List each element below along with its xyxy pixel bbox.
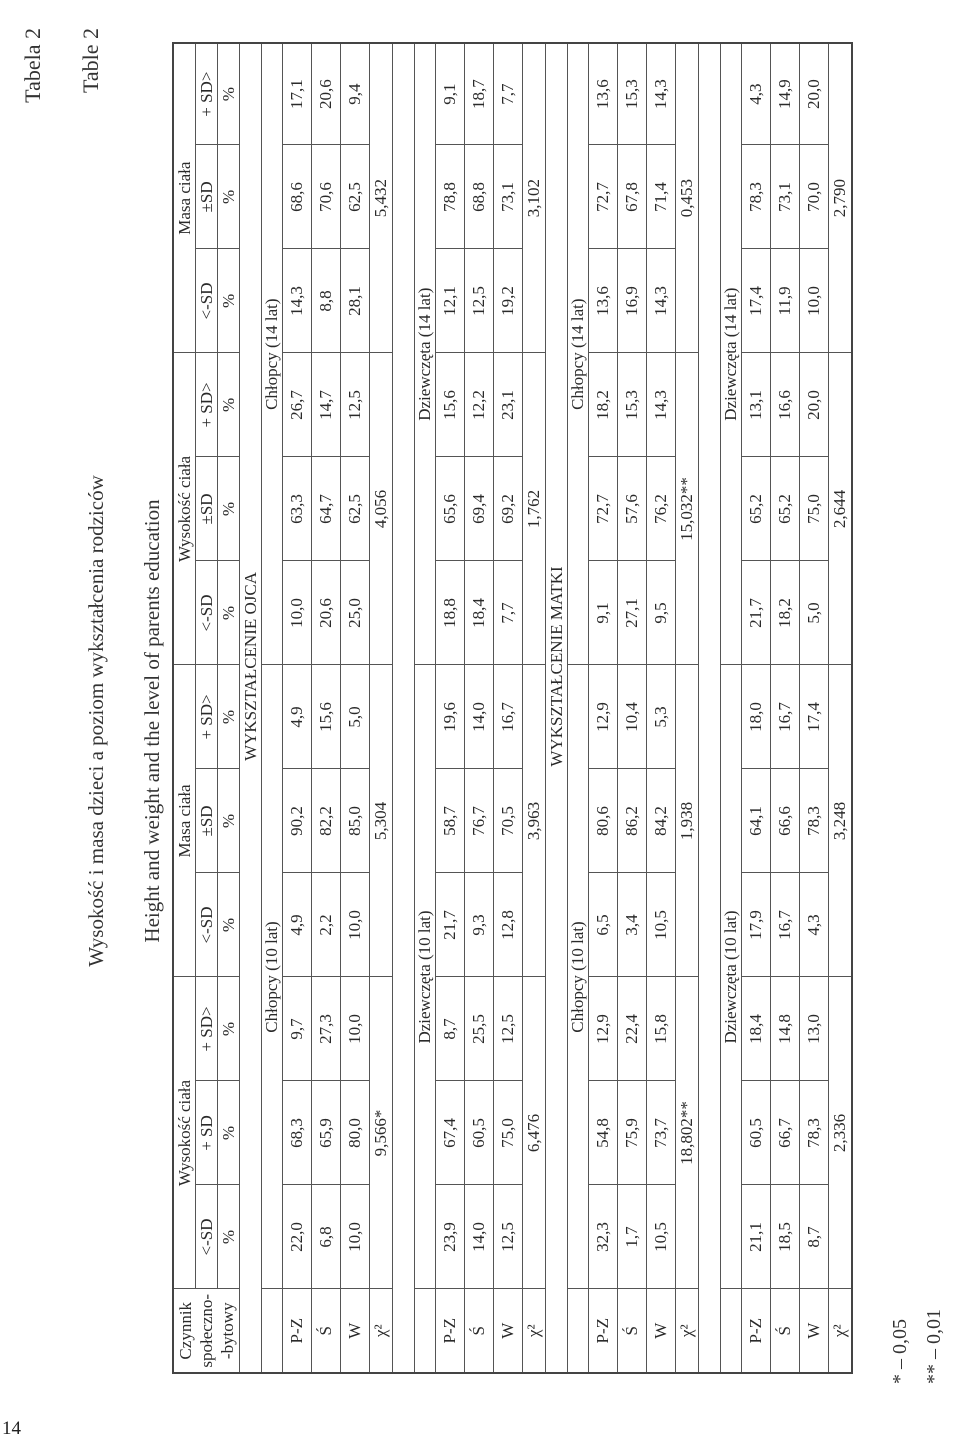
unit-header: % bbox=[218, 769, 240, 873]
factor-header-line2: społeczno- bbox=[197, 1293, 216, 1368]
table-cell: 70,6 bbox=[312, 145, 341, 249]
col-header-gt: + SD> bbox=[196, 43, 218, 145]
unit-header: % bbox=[218, 977, 240, 1081]
group-label-row bbox=[262, 43, 283, 1373]
table-cell: 71,4 bbox=[647, 145, 676, 249]
group-label-left: Chłopcy (10 lat) bbox=[568, 665, 589, 1289]
table-cell: 10,0 bbox=[341, 977, 370, 1081]
table-cell: 65,6 bbox=[436, 457, 465, 561]
table-cell: 12,1 bbox=[436, 249, 465, 353]
chi-square-value: 1,762 bbox=[523, 353, 546, 665]
table-cell: 20,6 bbox=[312, 43, 341, 145]
table-cell: 63,3 bbox=[283, 457, 312, 561]
table-cell: 16,7 bbox=[494, 665, 523, 769]
group-label-row bbox=[721, 43, 742, 1373]
table-cell: 75,0 bbox=[800, 457, 829, 561]
chi-square-value: 3,248 bbox=[829, 665, 853, 977]
row-label: P-Z bbox=[436, 1289, 465, 1373]
group-header-height: Wysokość ciała bbox=[173, 353, 196, 665]
chi-square-value: 2,644 bbox=[829, 353, 853, 665]
table-cell: 14,3 bbox=[647, 353, 676, 457]
table-cell: 86,2 bbox=[618, 769, 647, 873]
table-cell: 17,1 bbox=[283, 43, 312, 145]
table-cell: 68,8 bbox=[465, 145, 494, 249]
table-cell: 73,7 bbox=[647, 1081, 676, 1185]
table-cell: 10,5 bbox=[647, 873, 676, 977]
section-title-row bbox=[546, 43, 568, 1373]
table-body bbox=[240, 43, 853, 1373]
table-cell: 8,8 bbox=[312, 249, 341, 353]
table-cell: 9,7 bbox=[283, 977, 312, 1081]
chi-square-label: χ² bbox=[829, 1289, 853, 1373]
chi-square-value: 5,432 bbox=[370, 43, 393, 353]
table-cell: 12,8 bbox=[494, 873, 523, 977]
table-cell: 62,5 bbox=[341, 457, 370, 561]
table-cell: 17,4 bbox=[742, 249, 771, 353]
table-cell: 13,6 bbox=[589, 43, 618, 145]
table-cell: 12,9 bbox=[589, 665, 618, 769]
table-cell: 78,3 bbox=[742, 145, 771, 249]
chi-square-value: 4,056 bbox=[370, 353, 393, 665]
col-header-gt: + SD> bbox=[196, 977, 218, 1081]
page-number: 14 bbox=[2, 1418, 21, 1439]
section-title-row bbox=[240, 43, 262, 1373]
table-cell: 66,6 bbox=[771, 769, 800, 873]
group-label-left: Dziewczęta (10 lat) bbox=[721, 665, 742, 1289]
table-cell: 90,2 bbox=[283, 769, 312, 873]
table-cell: 64,1 bbox=[742, 769, 771, 873]
table-cell: 12,5 bbox=[494, 977, 523, 1081]
table-cell: 84,2 bbox=[647, 769, 676, 873]
table-cell: 7,7 bbox=[494, 43, 523, 145]
table-cell: 6,5 bbox=[589, 873, 618, 977]
footnote-significance-005: * – 0,05 bbox=[889, 1319, 911, 1384]
chi-square-row bbox=[829, 43, 853, 1373]
table-cell: 18,8 bbox=[436, 561, 465, 665]
table-row bbox=[312, 43, 341, 1373]
table-cell: 75,0 bbox=[494, 1081, 523, 1185]
chi-square-value: 2,790 bbox=[829, 43, 853, 353]
table-cell: 12,9 bbox=[589, 977, 618, 1081]
table-cell: 13,0 bbox=[800, 977, 829, 1081]
table-cell: 80,6 bbox=[589, 769, 618, 873]
table-cell: 60,5 bbox=[742, 1081, 771, 1185]
col-header-pm: + SD bbox=[196, 1081, 218, 1185]
table-row bbox=[436, 43, 465, 1373]
table-cell: 23,1 bbox=[494, 353, 523, 457]
table-cell: 10,0 bbox=[341, 873, 370, 977]
table-cell: 14,9 bbox=[771, 43, 800, 145]
table-cell: 69,2 bbox=[494, 457, 523, 561]
table-cell: 18,7 bbox=[465, 43, 494, 145]
table-row bbox=[618, 43, 647, 1373]
table-cell: 10,0 bbox=[283, 561, 312, 665]
table-cell: 10,0 bbox=[800, 249, 829, 353]
table-cell: 16,7 bbox=[771, 665, 800, 769]
table-cell: 17,9 bbox=[742, 873, 771, 977]
table-cell: 22,4 bbox=[618, 977, 647, 1081]
table-cell: 27,3 bbox=[312, 977, 341, 1081]
blank-cell bbox=[240, 1289, 262, 1373]
table-row bbox=[771, 43, 800, 1373]
table-cell: 20,6 bbox=[312, 561, 341, 665]
footnotes bbox=[883, 1309, 951, 1384]
chi-square-value: 2,336 bbox=[829, 977, 853, 1289]
footnote-significance-001: ** – 0,01 bbox=[923, 1309, 945, 1384]
table-cell: 16,9 bbox=[618, 249, 647, 353]
table-row bbox=[589, 43, 618, 1373]
table-cell: 15,3 bbox=[618, 353, 647, 457]
table-cell: 54,8 bbox=[589, 1081, 618, 1185]
row-label: W bbox=[341, 1289, 370, 1373]
group-header-height: Wysokość ciała bbox=[173, 977, 196, 1289]
table-cell: 66,7 bbox=[771, 1081, 800, 1185]
table-cell: 10,0 bbox=[341, 1185, 370, 1289]
row-label: W bbox=[494, 1289, 523, 1373]
unit-header: % bbox=[218, 249, 240, 353]
col-header-lt: <-SD bbox=[196, 873, 218, 977]
unit-header: % bbox=[218, 561, 240, 665]
table-cell: 1,7 bbox=[618, 1185, 647, 1289]
section-title bbox=[699, 43, 721, 1289]
table-cell: 68,6 bbox=[283, 145, 312, 249]
table-cell: 17,4 bbox=[800, 665, 829, 769]
table-cell: 6,8 bbox=[312, 1185, 341, 1289]
data-table bbox=[172, 42, 853, 1374]
group-label-right: Chłopcy (14 lat) bbox=[568, 43, 589, 665]
unit-header: % bbox=[218, 1185, 240, 1289]
table-cell: 15,3 bbox=[618, 43, 647, 145]
table-cell: 14,0 bbox=[465, 1185, 494, 1289]
row-label: Ś bbox=[618, 1289, 647, 1373]
table-cell: 18,2 bbox=[589, 353, 618, 457]
table-cell: 73,1 bbox=[771, 145, 800, 249]
table-cell: 64,7 bbox=[312, 457, 341, 561]
table-cell: 27,1 bbox=[618, 561, 647, 665]
table-row bbox=[494, 43, 523, 1373]
table-cell: 25,5 bbox=[465, 977, 494, 1081]
chi-square-row bbox=[370, 43, 393, 1373]
table-cell: 12,5 bbox=[341, 353, 370, 457]
chi-square-label: χ² bbox=[370, 1289, 393, 1373]
unit-header: % bbox=[218, 43, 240, 145]
section-title bbox=[393, 43, 415, 1289]
table-cell: 9,1 bbox=[589, 561, 618, 665]
table-cell: 72,7 bbox=[589, 145, 618, 249]
table-cell: 82,2 bbox=[312, 769, 341, 873]
table-cell: 32,3 bbox=[589, 1185, 618, 1289]
table-cell: 21,1 bbox=[742, 1185, 771, 1289]
row-label: W bbox=[647, 1289, 676, 1373]
table-label-pl: Tabela 2 bbox=[20, 28, 45, 103]
table-cell: 76,2 bbox=[647, 457, 676, 561]
group-label-right: Dziewczęta (14 lat) bbox=[721, 43, 742, 665]
table-cell: 65,2 bbox=[771, 457, 800, 561]
table-cell: 60,5 bbox=[465, 1081, 494, 1185]
factor-header-line3: -bytowy bbox=[218, 1302, 237, 1360]
row-label: P-Z bbox=[589, 1289, 618, 1373]
table-cell: 10,5 bbox=[647, 1185, 676, 1289]
table-cell: 14,7 bbox=[312, 353, 341, 457]
table-cell: 9,4 bbox=[341, 43, 370, 145]
table-cell: 4,3 bbox=[800, 873, 829, 977]
table-cell: 73,1 bbox=[494, 145, 523, 249]
table-row bbox=[465, 43, 494, 1373]
table-cell: 65,9 bbox=[312, 1081, 341, 1185]
table-cell: 18,2 bbox=[771, 561, 800, 665]
chi-square-value: 3,963 bbox=[523, 665, 546, 977]
chi-square-label: χ² bbox=[676, 1289, 699, 1373]
blank-cell bbox=[568, 1289, 589, 1373]
chi-square-value: 18,802** bbox=[676, 977, 699, 1289]
table-cell: 5,3 bbox=[647, 665, 676, 769]
table-cell: 23,9 bbox=[436, 1185, 465, 1289]
table-cell: 13,6 bbox=[589, 249, 618, 353]
table-cell: 15,6 bbox=[312, 665, 341, 769]
table-caption-pl: Wysokość i masa dzieci a poziom wykształcenia rodziców bbox=[84, 475, 108, 967]
section-title-row bbox=[393, 43, 415, 1373]
table-cell: 18,0 bbox=[742, 665, 771, 769]
table-cell: 21,7 bbox=[742, 561, 771, 665]
table-cell: 15,6 bbox=[436, 353, 465, 457]
group-header-weight: Masa ciała bbox=[173, 665, 196, 977]
group-label-left: Chłopcy (10 lat) bbox=[262, 665, 283, 1289]
chi-square-value: 3,102 bbox=[523, 43, 546, 353]
table-cell: 16,6 bbox=[771, 353, 800, 457]
chi-square-value: 9,566* bbox=[370, 977, 393, 1289]
unit-header: % bbox=[218, 353, 240, 457]
table-cell: 10,4 bbox=[618, 665, 647, 769]
blank-cell bbox=[546, 1289, 568, 1373]
row-label: Ś bbox=[312, 1289, 341, 1373]
col-header-pm: ±SD bbox=[196, 769, 218, 873]
table-cell: 14,0 bbox=[465, 665, 494, 769]
col-header-lt: <-SD bbox=[196, 249, 218, 353]
unit-header: % bbox=[218, 665, 240, 769]
col-header-gt: + SD> bbox=[196, 353, 218, 457]
table-cell: 8,7 bbox=[436, 977, 465, 1081]
col-header-lt: <-SD bbox=[196, 1185, 218, 1289]
table-cell: 28,1 bbox=[341, 249, 370, 353]
table-cell: 14,3 bbox=[647, 43, 676, 145]
table-cell: 78,8 bbox=[436, 145, 465, 249]
table-caption-en: Height and weight and the level of parents education bbox=[140, 499, 164, 943]
table-cell: 9,3 bbox=[465, 873, 494, 977]
table-cell: 14,8 bbox=[771, 977, 800, 1081]
table-row bbox=[341, 43, 370, 1373]
chi-square-value: 6,476 bbox=[523, 977, 546, 1289]
table-cell: 9,5 bbox=[647, 561, 676, 665]
table-cell: 75,9 bbox=[618, 1081, 647, 1185]
table-cell: 14,3 bbox=[283, 249, 312, 353]
table-cell: 76,7 bbox=[465, 769, 494, 873]
unit-header: % bbox=[218, 457, 240, 561]
unit-header: % bbox=[218, 873, 240, 977]
row-label: Ś bbox=[465, 1289, 494, 1373]
blank-cell bbox=[699, 1289, 721, 1373]
table-cell: 20,0 bbox=[800, 353, 829, 457]
blank-cell bbox=[393, 1289, 415, 1373]
chi-square-label: χ² bbox=[523, 1289, 546, 1373]
col-header-pm: ±SD bbox=[196, 457, 218, 561]
table-row bbox=[283, 43, 312, 1373]
table-cell: 7,7 bbox=[494, 561, 523, 665]
table-label-en: Table 2 bbox=[78, 28, 103, 94]
table-cell: 4,9 bbox=[283, 665, 312, 769]
table-cell: 19,2 bbox=[494, 249, 523, 353]
table-cell: 25,0 bbox=[341, 561, 370, 665]
factor-header-line1: Czynnik bbox=[176, 1301, 195, 1360]
col-header-pm: ±SD bbox=[196, 145, 218, 249]
table-cell: 67,4 bbox=[436, 1081, 465, 1185]
table-cell: 16,7 bbox=[771, 873, 800, 977]
table-cell: 9,1 bbox=[436, 43, 465, 145]
table-header bbox=[173, 43, 240, 1373]
table-cell: 18,4 bbox=[465, 561, 494, 665]
table-cell: 78,3 bbox=[800, 769, 829, 873]
group-header-weight: Masa ciała bbox=[173, 43, 196, 353]
table-cell: 12,5 bbox=[465, 249, 494, 353]
table-cell: 2,2 bbox=[312, 873, 341, 977]
unit-header: % bbox=[218, 145, 240, 249]
section-title-row bbox=[699, 43, 721, 1373]
table-cell: 18,4 bbox=[742, 977, 771, 1081]
table-cell: 72,7 bbox=[589, 457, 618, 561]
table-cell: 78,3 bbox=[800, 1081, 829, 1185]
table-cell: 13,1 bbox=[742, 353, 771, 457]
table-cell: 70,0 bbox=[800, 145, 829, 249]
table-cell: 4,9 bbox=[283, 873, 312, 977]
col-header-lt: <-SD bbox=[196, 561, 218, 665]
table-cell: 65,2 bbox=[742, 457, 771, 561]
chi-square-row bbox=[676, 43, 699, 1373]
table-cell: 12,2 bbox=[465, 353, 494, 457]
table-cell: 12,5 bbox=[494, 1185, 523, 1289]
table-row bbox=[742, 43, 771, 1373]
row-label: P-Z bbox=[283, 1289, 312, 1373]
table-cell: 80,0 bbox=[341, 1081, 370, 1185]
group-label-row bbox=[568, 43, 589, 1373]
section-title: WYKSZTAŁCENIE MATKI bbox=[546, 43, 568, 1289]
row-label: Ś bbox=[771, 1289, 800, 1373]
table-cell: 11,9 bbox=[771, 249, 800, 353]
table-cell: 68,3 bbox=[283, 1081, 312, 1185]
table-cell: 18,5 bbox=[771, 1185, 800, 1289]
table-cell: 70,5 bbox=[494, 769, 523, 873]
table-cell: 62,5 bbox=[341, 145, 370, 249]
group-label-row bbox=[415, 43, 436, 1373]
blank-cell bbox=[415, 1289, 436, 1373]
blank-cell bbox=[721, 1289, 742, 1373]
table-cell: 5,0 bbox=[341, 665, 370, 769]
group-label-right: Dziewczęta (14 lat) bbox=[415, 43, 436, 665]
group-label-left: Dziewczęta (10 lat) bbox=[415, 665, 436, 1289]
table-cell: 26,7 bbox=[283, 353, 312, 457]
table-cell: 3,4 bbox=[618, 873, 647, 977]
col-header-gt: + SD> bbox=[196, 665, 218, 769]
table-cell: 15,8 bbox=[647, 977, 676, 1081]
table-cell: 19,6 bbox=[436, 665, 465, 769]
group-label-right: Chłopcy (14 lat) bbox=[262, 43, 283, 665]
chi-square-value: 1,938 bbox=[676, 665, 699, 977]
table-cell: 22,0 bbox=[283, 1185, 312, 1289]
table-cell: 85,0 bbox=[341, 769, 370, 873]
table-cell: 14,3 bbox=[647, 249, 676, 353]
factor-header bbox=[173, 1289, 240, 1373]
table-cell: 21,7 bbox=[436, 873, 465, 977]
chi-square-row bbox=[523, 43, 546, 1373]
table-cell: 58,7 bbox=[436, 769, 465, 873]
chi-square-value: 15,032** bbox=[676, 353, 699, 665]
chi-square-value: 0,453 bbox=[676, 43, 699, 353]
table-cell: 8,7 bbox=[800, 1185, 829, 1289]
unit-header: % bbox=[218, 1081, 240, 1185]
table-cell: 4,3 bbox=[742, 43, 771, 145]
table-cell: 67,8 bbox=[618, 145, 647, 249]
table-cell: 57,6 bbox=[618, 457, 647, 561]
table-row bbox=[647, 43, 676, 1373]
chi-square-value: 5,304 bbox=[370, 665, 393, 977]
blank-cell bbox=[262, 1289, 283, 1373]
section-title: WYKSZTAŁCENIE OJCA bbox=[240, 43, 262, 1289]
row-label: W bbox=[800, 1289, 829, 1373]
table-cell: 5,0 bbox=[800, 561, 829, 665]
table-row bbox=[800, 43, 829, 1373]
row-label: P-Z bbox=[742, 1289, 771, 1373]
table-cell: 20,0 bbox=[800, 43, 829, 145]
table-cell: 69,4 bbox=[465, 457, 494, 561]
